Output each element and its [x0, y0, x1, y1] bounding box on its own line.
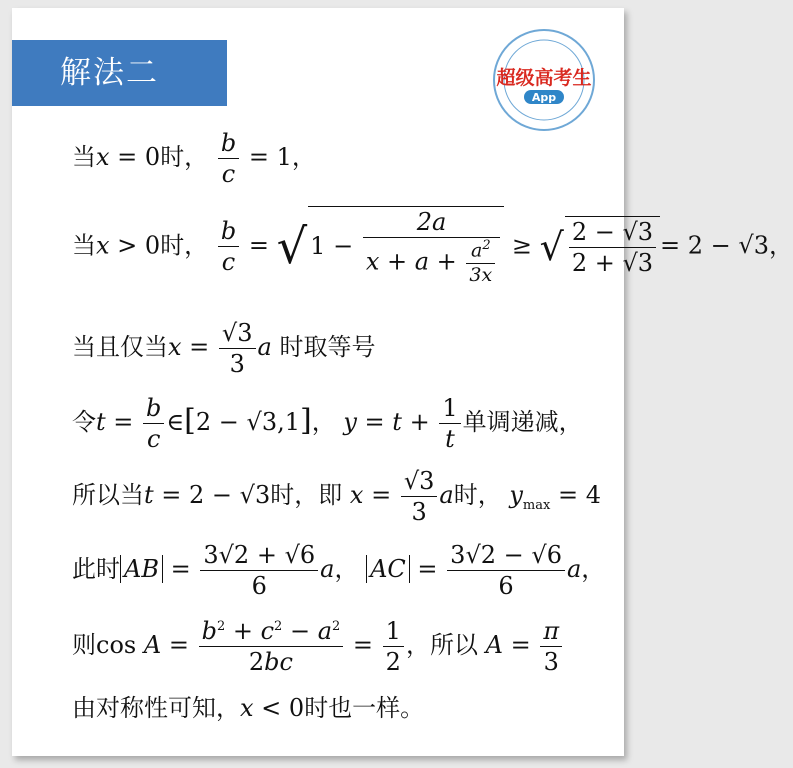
text: ，: [291, 143, 316, 171]
text: 时，: [453, 481, 502, 509]
content-card: [12, 8, 793, 756]
text: 则: [72, 631, 96, 659]
text: ，: [769, 231, 793, 260]
text: 令: [72, 408, 96, 436]
logo-sub: App: [531, 91, 557, 104]
line-6: 此时 AB = $\frac{3√ 2 + √ 6}{6}$ a， AC = $\frac{3√ 2 - √ 6}{6}$ a，: [72, 540, 605, 601]
text: 当: [72, 231, 96, 260]
text: ，: [334, 555, 359, 583]
text: 时，: [160, 143, 209, 171]
section-title: 解法二: [12, 40, 227, 106]
line-2: 当x > 0时， $\frac{b}{c}$ = √ 1 − 2a x + a + $\frac{a^2}{3x}$ ≥ √ $\frac{2 - √ 3}{2 + √ 3}$ = 2 − √ 3，: [72, 206, 793, 288]
text: 此时: [72, 555, 120, 583]
line-5: 所以当t = 2 − √ 3时，即 x = √ $\frac{3}{3}$ a时， $y_{max} = 4$: [72, 466, 601, 527]
app-logo: [490, 26, 598, 134]
text: 单调递减，: [462, 408, 583, 436]
text: 时取等号: [279, 333, 376, 361]
logo-name: 超级高考生: [496, 67, 592, 89]
text: 所以当: [72, 481, 144, 509]
text: 时，: [160, 231, 209, 260]
text: 时也一样。: [304, 694, 425, 722]
text: ，所以: [405, 631, 478, 659]
text: ，: [581, 555, 606, 583]
text: 时，即: [270, 481, 343, 509]
text: 当: [72, 143, 96, 171]
line-3: 当且仅当x = √ $\frac{3}{3}$ a 时取等号: [72, 318, 375, 379]
line-1: 当x = 0时， $\frac{b}{c}$ = 1，: [72, 129, 316, 188]
line-7: 则cos A = $\frac{b^2 + c^2 - a^2}{2bc}$ = $\frac{1}{2}$ ，所以 A = $\frac{\pi}{3}$: [72, 616, 564, 677]
line-8: 由对称性可知，x < 0时也一样。: [72, 694, 425, 722]
text: ，: [311, 408, 336, 436]
text: 当且仅当: [72, 333, 168, 361]
text: 由对称性可知，: [72, 694, 240, 722]
line-4: 令t = $\frac{b}{c}$ ∈[2 − √ 3,1]， y = t + $\frac{1}{t}$ 单调递减，: [72, 393, 583, 454]
